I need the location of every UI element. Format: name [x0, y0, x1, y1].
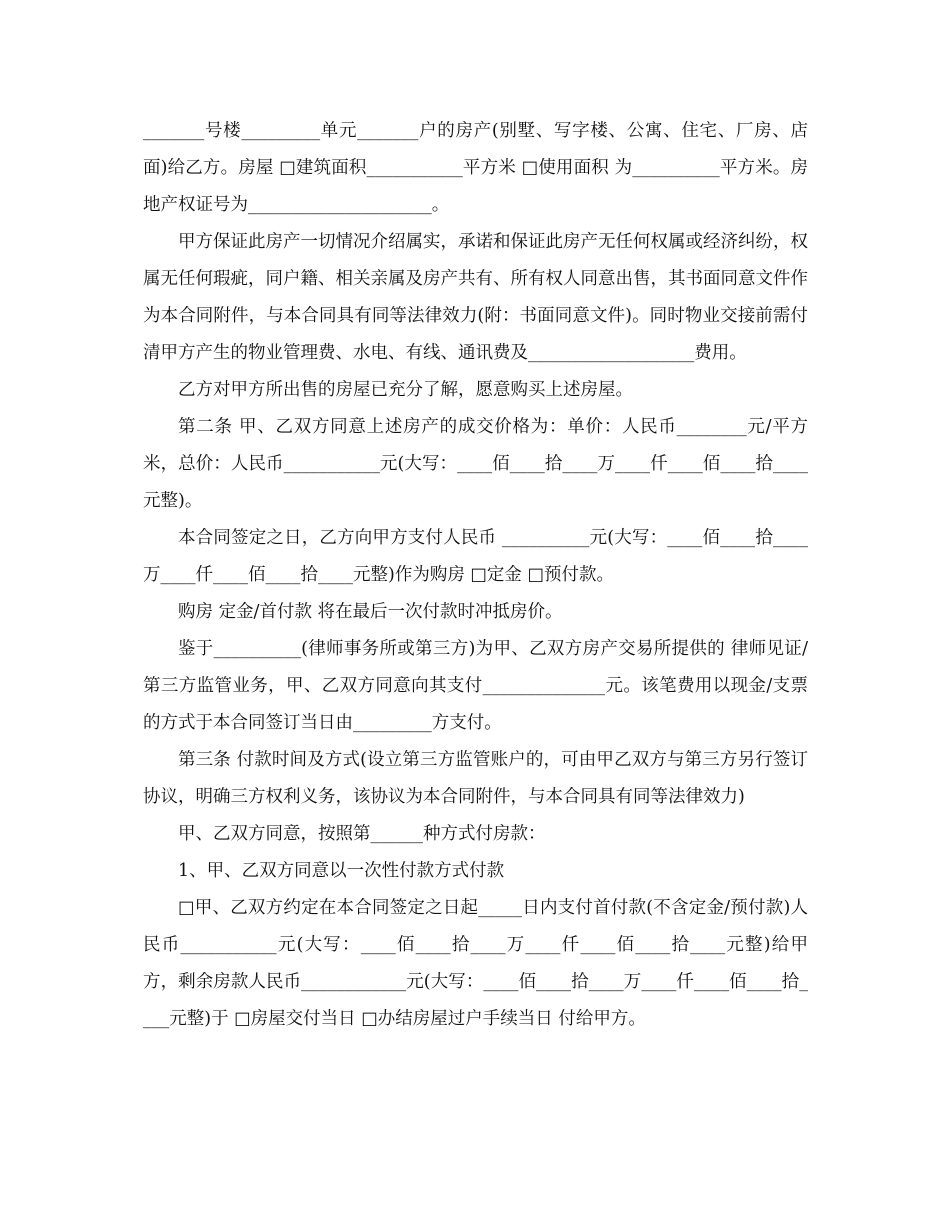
- contract-body: [143, 113, 808, 1038]
- paragraph-deposit-offset: 购房 定金/首付款 将在最后一次付款时冲抵房价。: [178, 602, 563, 622]
- paragraph-article-2-price: 第二条 甲、乙双方同意上述房产的成交价格为：单价：人民币________元/平方米，总价：人民币___________元(大写：____佰____拾____万____仟____佰____拾____元整)。: [143, 417, 808, 511]
- paragraph-seller-guarantee: 甲方保证此房产一切情况介绍属实，承诺和保证此房产无任何权属或经济纠纷，权属无任何瑕疵，同户籍、相关亲属及房产共有、所有权人同意出售，其书面同意文件作为本合同附件，与本合同具有同等法律效力(附：书面同意文件)。同时物业交接前需付清甲方产生的物业管理费、水电、有线、通讯费及___________________费用。: [143, 232, 808, 363]
- paragraph-lawyer-fee: 鉴于__________(律师事务所或第三方)为甲、乙双方房产交易所提供的 律师见证/第三方监管业务，甲、乙双方同意向其支付______________元。该笔费用以现金/支票 的方式于本合同签订当日由_________方支付。: [143, 639, 808, 733]
- paragraph-option-1-detail: □甲、乙双方约定在本合同签定之日起_____日内支付首付款(不含定金/预付款)人民币___________元(大写：____佰____拾____万____仟____佰____拾____元整)给甲方，剩余房款人民币____________元(大写：____佰____拾____万____仟____佰____拾____元整)于 □房屋交付当日 □办结房屋过户手续当日 付给甲方。: [143, 898, 808, 1029]
- paragraph-payment-method-choice: 甲、乙双方同意，按照第______种方式付房款：: [178, 824, 546, 844]
- paragraph-buyer-understanding: 乙方对甲方所出售的房屋已充分了解，愿意购买上述房屋。: [178, 380, 633, 400]
- paragraph-deposit-payment: 本合同签定之日，乙方向甲方支付人民币 __________元(大写：____佰____拾____万____仟____佰____拾____元整)作为购房 □定金 □预付款。: [143, 528, 808, 585]
- paragraph-property-description: _______号楼_________单元_______户的房产(别墅、写字楼、公寓、住宅、厂房、店面)给乙方。房屋 □建筑面积___________平方米 □使用面积 为__________平方米。房地产权证号为_____________________。: [143, 121, 808, 215]
- paragraph-option-1-title: 1、甲、乙双方同意以一次性付款方式付款: [178, 861, 505, 881]
- paragraph-article-3-payment: 第三条 付款时间及方式(设立第三方监管账户的，可由甲乙双方与第三方另行签订协议，明确三方权利义务，该协议为本合同附件，与本合同具有同等法律效力): [143, 750, 808, 807]
